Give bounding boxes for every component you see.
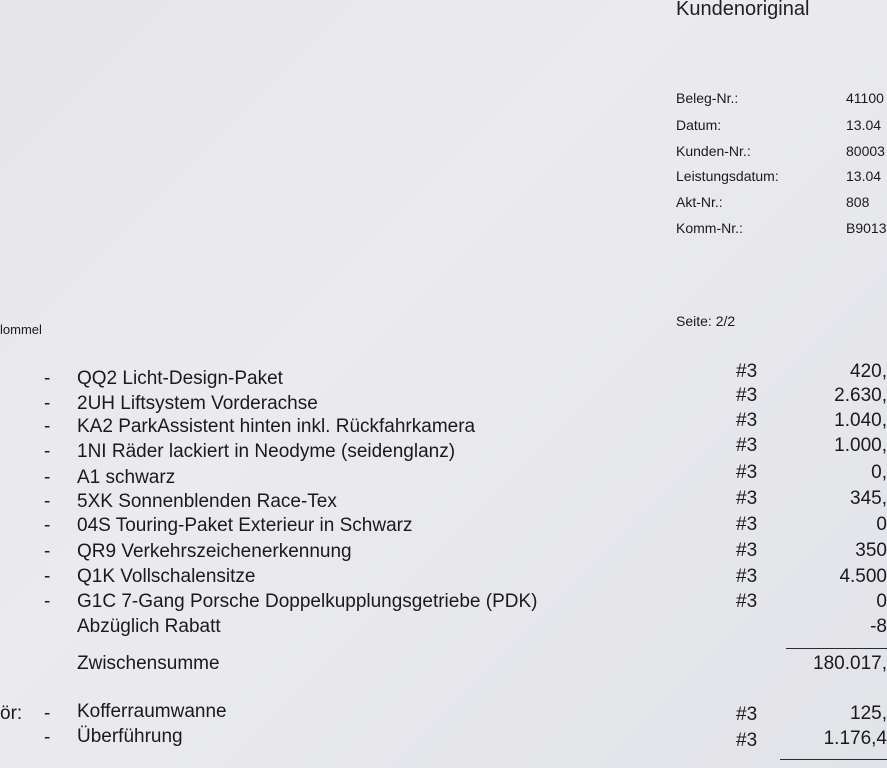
item-dash: - xyxy=(44,591,51,612)
discount-label: Abzüglich Rabatt xyxy=(77,616,221,637)
item-description: 2UH Liftsystem Vorderachse xyxy=(77,393,318,414)
item-description: Kofferraumwanne xyxy=(77,701,227,722)
item-tax-code: #3 xyxy=(736,566,758,587)
item-amount: 1.176,4 xyxy=(823,728,887,749)
item-amount: 350 xyxy=(855,540,887,561)
subtotal-label: Zwischensumme xyxy=(77,653,220,674)
item-dash: - xyxy=(44,491,51,512)
item-description: A1 schwarz xyxy=(77,467,176,488)
item-tax-code: #3 xyxy=(736,488,758,509)
item-tax-code: #3 xyxy=(736,540,758,561)
item-amount: 4.500 xyxy=(839,566,887,587)
item-dash: - xyxy=(44,393,51,414)
item-tax-code: #3 xyxy=(736,385,758,406)
cut-off-prefix: ör: xyxy=(0,703,23,724)
total-divider xyxy=(780,759,887,760)
item-amount: 1.000, xyxy=(834,435,887,456)
cut-off-text: lommel xyxy=(0,322,42,337)
item-description: Überführung xyxy=(77,726,183,747)
item-amount: 0 xyxy=(876,591,887,612)
item-dash: - xyxy=(44,368,51,389)
subtotal-amount: 180.017, xyxy=(813,653,887,674)
item-amount: 345, xyxy=(850,488,887,509)
meta-label-akt: Akt-Nr.: xyxy=(676,194,723,210)
meta-value-beleg: 41100 xyxy=(846,90,884,106)
item-description: QR9 Verkehrszeichenerkennung xyxy=(77,541,352,562)
item-dash: - xyxy=(44,416,51,437)
subtotal-divider xyxy=(786,648,887,649)
item-tax-code: #3 xyxy=(736,730,758,751)
item-tax-code: #3 xyxy=(736,361,758,382)
meta-value-akt: 808 xyxy=(846,194,870,210)
item-tax-code: #3 xyxy=(736,462,758,483)
item-description: 5XK Sonnenblenden Race-Tex xyxy=(77,491,337,512)
item-description: 1NI Räder lackiert in Neodyme (seidenglanz) xyxy=(77,441,456,462)
item-description: G1C 7-Gang Porsche Doppelkupplungsgetriebe (PDK) xyxy=(77,591,538,612)
meta-label-datum: Datum: xyxy=(676,117,722,133)
item-dash: - xyxy=(44,541,51,562)
item-amount: 0 xyxy=(876,514,887,535)
item-dash: - xyxy=(44,703,51,724)
meta-value-komm: B9013 xyxy=(846,220,887,236)
meta-value-leistung: 13.04 xyxy=(846,168,882,184)
item-dash: - xyxy=(44,441,51,462)
item-amount: 2.630, xyxy=(834,385,887,406)
item-dash: - xyxy=(44,566,51,587)
item-dash: - xyxy=(44,515,51,536)
item-tax-code: #3 xyxy=(736,435,758,456)
discount-amount: -8 xyxy=(870,616,887,637)
document-title: Kundenoriginal xyxy=(676,0,810,20)
item-amount: 1.040, xyxy=(834,410,887,431)
item-amount: 0, xyxy=(871,462,887,483)
meta-label-leistung: Leistungsdatum: xyxy=(676,168,779,184)
meta-label-kunden: Kunden-Nr.: xyxy=(676,143,751,159)
item-amount: 125, xyxy=(850,703,887,724)
page-number: Seite: 2/2 xyxy=(676,313,736,329)
item-description: Q1K Vollschalensitze xyxy=(77,566,256,587)
item-description: KA2 ParkAssistent hinten inkl. Rückfahrkamera xyxy=(77,416,476,437)
meta-value-datum: 13.04 xyxy=(846,117,882,133)
item-tax-code: #3 xyxy=(736,514,758,535)
item-description: QQ2 Licht-Design-Paket xyxy=(77,368,283,389)
meta-value-kunden: 80003 xyxy=(846,143,885,159)
item-tax-code: #3 xyxy=(736,704,758,725)
meta-label-beleg: Beleg-Nr.: xyxy=(676,90,739,106)
item-tax-code: #3 xyxy=(736,410,758,431)
item-dash: - xyxy=(44,467,51,488)
meta-label-komm: Komm-Nr.: xyxy=(676,220,743,236)
item-tax-code: #3 xyxy=(736,591,758,612)
item-dash: - xyxy=(44,727,51,748)
item-description: 04S Touring-Paket Exterieur in Schwarz xyxy=(77,515,413,536)
item-amount: 420, xyxy=(850,361,887,382)
